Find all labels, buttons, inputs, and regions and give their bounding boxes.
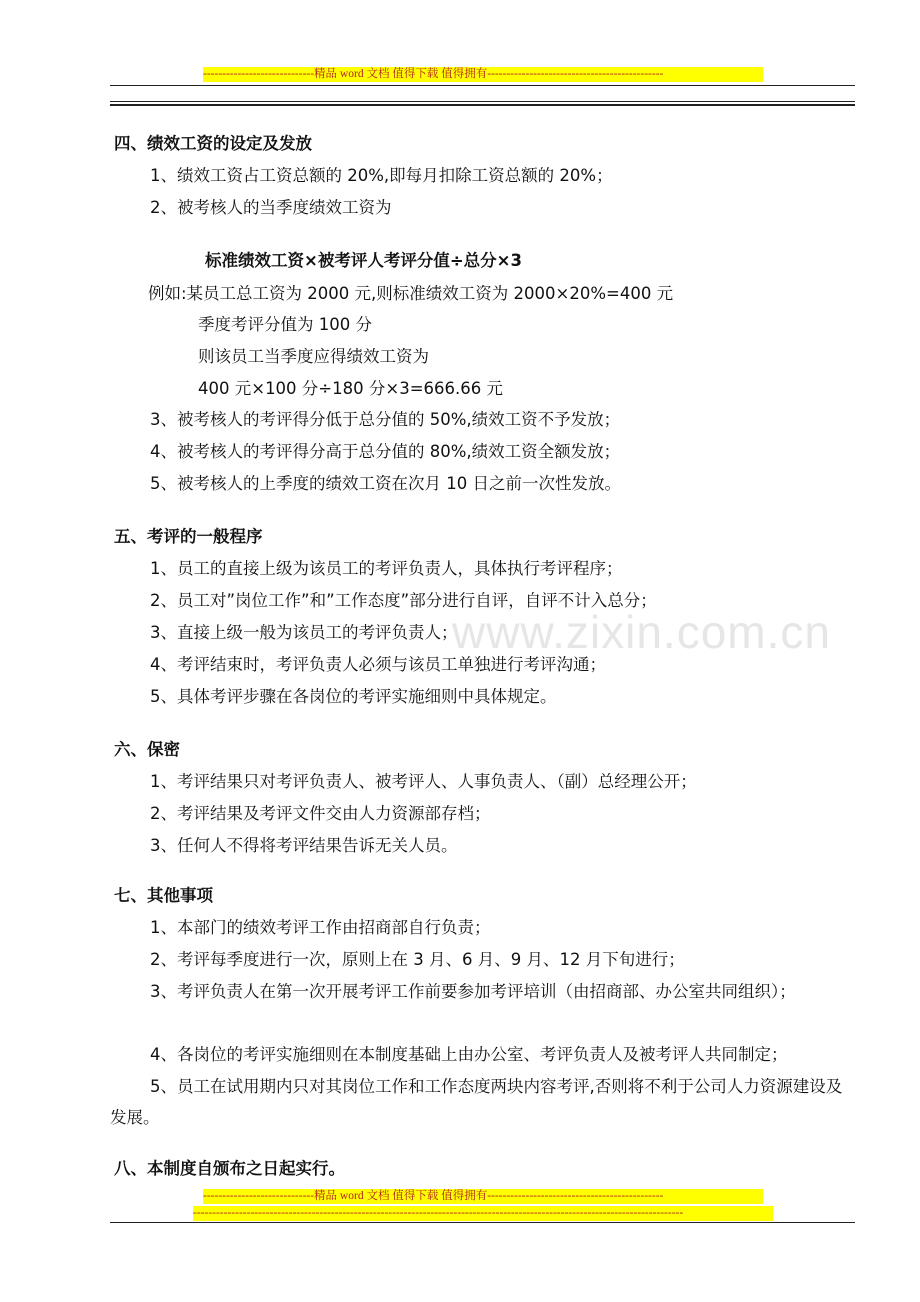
formula: 标准绩效工资×被考评人考评分值÷总分×3 bbox=[205, 251, 522, 270]
watermark: www.zixin.com.cn bbox=[452, 606, 831, 658]
paragraph: 1、绩效工资占工资总额的 20%,即每月扣除工资总额的 20%； bbox=[150, 166, 613, 185]
example-line: 季度考评分值为 100 分 bbox=[198, 315, 372, 334]
example-line: 例如:某员工总工资为 2000 元,则标准绩效工资为 2000×20%=400 元 bbox=[148, 284, 674, 303]
header-rule-thin bbox=[110, 85, 855, 86]
paragraph: 4、被考核人的考评得分高于总分值的 80%,绩效工资全额发放； bbox=[150, 442, 621, 461]
footer-rule bbox=[110, 1222, 855, 1223]
paragraph: 2、考评结果及考评文件交由人力资源部存档； bbox=[150, 804, 491, 823]
paragraph: 3、被考核人的考评得分低于总分值的 50%,绩效工资不予发放； bbox=[150, 410, 621, 429]
section-heading: 五、考评的一般程序 bbox=[114, 527, 263, 546]
section-heading: 六、保密 bbox=[114, 740, 180, 759]
paragraph: 1、本部门的绩效考评工作由招商部自行负责； bbox=[150, 918, 491, 937]
paragraph: 3、任何人不得将考评结果告诉无关人员。 bbox=[150, 836, 458, 855]
paragraph: 5、具体考评步骤在各岗位的考评实施细则中具体规定。 bbox=[150, 687, 557, 706]
paragraph: 2、被考核人的当季度绩效工资为 bbox=[150, 198, 392, 217]
paragraph: 2、员工对”岗位工作”和”工作态度”部分进行自评，自评不计入总分； bbox=[150, 591, 657, 610]
paragraph: 5、被考核人的上季度的绩效工资在次月 10 日之前一次性发放。 bbox=[150, 474, 621, 493]
header-rule-double-top bbox=[110, 101, 855, 102]
paragraph: 3、考评负责人在第一次开展考评工作前要参加考评培训（由招商部、办公室共同组织）； bbox=[150, 982, 796, 1001]
example-line: 则该员工当季度应得绩效工资为 bbox=[198, 347, 429, 366]
header-banner: -----------------------------精品 word 文档 值得下载 值得拥有---------------------------------------------- bbox=[203, 67, 763, 82]
section-heading: 四、绩效工资的设定及发放 bbox=[114, 134, 312, 153]
example-line: 400 元×100 分÷180 分×3=666.66 元 bbox=[198, 379, 503, 398]
paragraph: 2、考评每季度进行一次，原则上在 3 月、6 月、9 月、12 月下旬进行； bbox=[150, 950, 685, 969]
paragraph: 1、考评结果只对考评负责人、被考评人、人事负责人、（副）总经理公开； bbox=[150, 772, 697, 791]
paragraph: 4、各岗位的考评实施细则在本制度基础上由办公室、考评负责人及被考评人共同制定； bbox=[150, 1045, 788, 1064]
section-heading: 七、其他事项 bbox=[114, 886, 213, 905]
footer-banner: -----------------------------精品 word 文档 值得下载 值得拥有---------------------------------------------- bbox=[203, 1189, 763, 1204]
section-heading: 八、本制度自颁布之日起实行。 bbox=[114, 1159, 345, 1178]
paragraph: 1、员工的直接上级为该员工的考评负责人，具体执行考评程序； bbox=[150, 559, 623, 578]
header-rule-double-bottom bbox=[110, 104, 855, 106]
paragraph: 4、考评结束时，考评负责人必须与该员工单独进行考评沟通； bbox=[150, 655, 606, 674]
footer-banner-dashes: -------------------------------------------------------------------------------------------------------------------------------- bbox=[193, 1206, 773, 1221]
paragraph: 3、直接上级一般为该员工的考评负责人； bbox=[150, 623, 458, 642]
paragraph: 5、员工在试用期内只对其岗位工作和工作态度两块内容考评,否则将不利于公司人力资源建设及发展。 bbox=[110, 1077, 843, 1127]
